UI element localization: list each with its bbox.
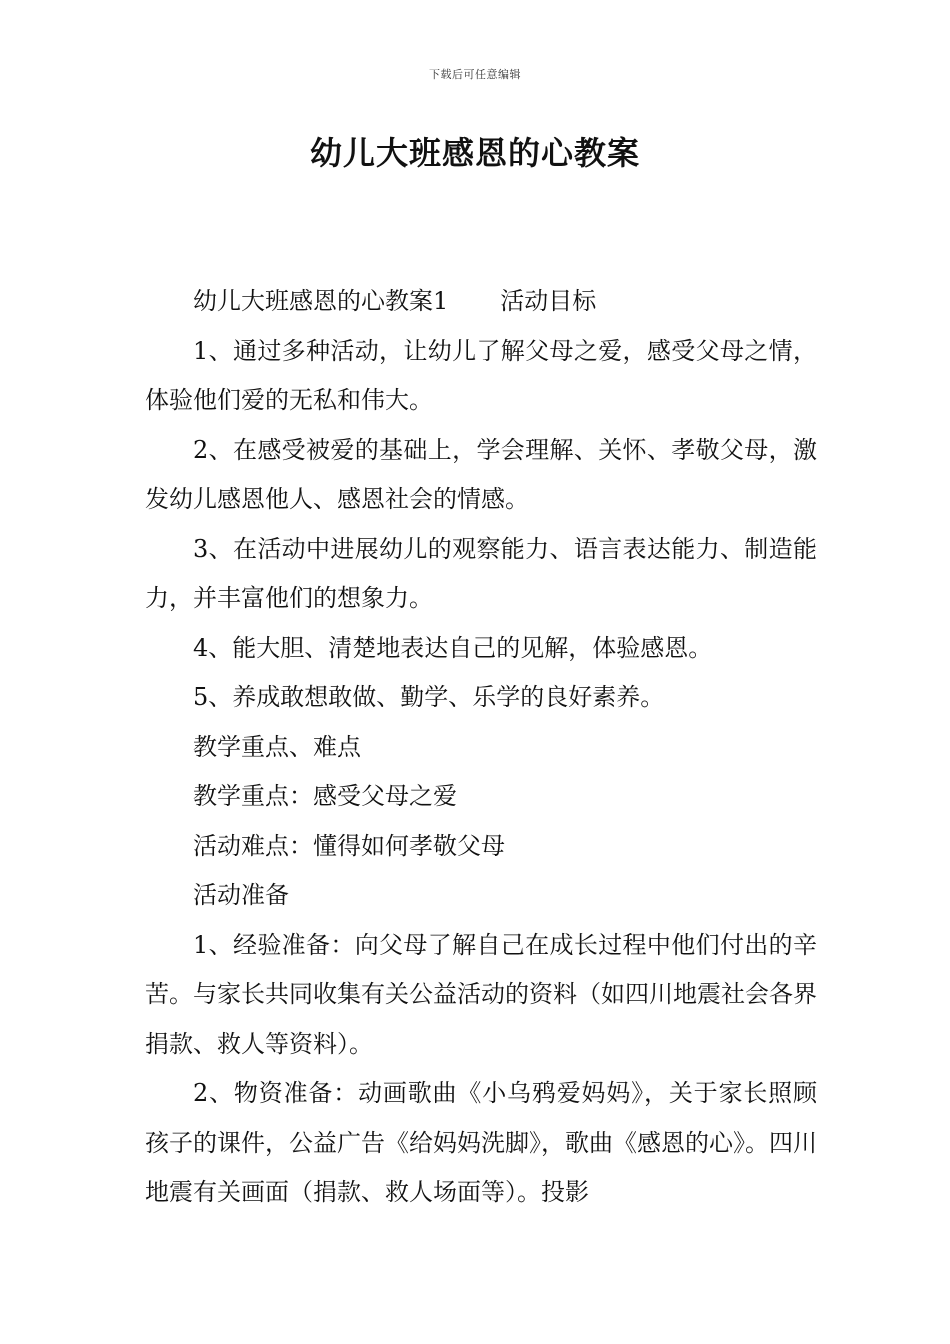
- document-title: 幼儿大班感恩的心教案: [309, 134, 640, 172]
- section-heading-goals: 活动目标: [500, 287, 597, 315]
- activity-difficulty: 活动难点：懂得如何孝敬父母: [193, 831, 505, 860]
- teaching-focus: 教学重点：感受父母之爱: [193, 782, 457, 810]
- intro-paragraph: [145, 277, 817, 327]
- goal-item: 4、能大胆、清楚地表达自己的见解，体验感恩。: [193, 633, 713, 662]
- section-heading-key-points: 教学重点、难点: [193, 732, 361, 761]
- goal-item: 3、在活动中进展幼儿的观察能力、语言表达能力、制造能力，并丰富他们的想象力。: [145, 534, 817, 612]
- goal-item: 1、通过多种活动，让幼儿了解父母之爱，感受父母之情，体验他们爱的无私和伟大。: [145, 336, 817, 414]
- goal-item: 5、养成敢想敢做、勤学、乐学的良好素养。: [193, 683, 665, 711]
- goal-item: 2、在感受被爱的基础上，学会理解、关怀、孝敬父母，激发幼儿感恩他人、感恩社会的情感。: [145, 435, 817, 513]
- section-heading-preparation: 活动准备: [193, 881, 289, 909]
- lesson-heading: 幼儿大班感恩的心教案1: [193, 287, 449, 315]
- preparation-item: 1、经验准备：向父母了解自己在成长过程中他们付出的辛苦。与家长共同收集有关公益活动的资料（如四川地震社会各界捐款、救人等资料）。: [145, 930, 817, 1058]
- preparation-item: 2、物资准备：动画歌曲《小乌鸦爱妈妈》，关于家长照顾孩子的课件，公益广告《给妈妈洗脚》，歌曲《感恩的心》。四川地震有关画面（捐款、救人场面等）。投影: [145, 1079, 817, 1206]
- header-note: 下载后可任意编辑: [429, 68, 521, 81]
- document-body: [145, 277, 817, 1218]
